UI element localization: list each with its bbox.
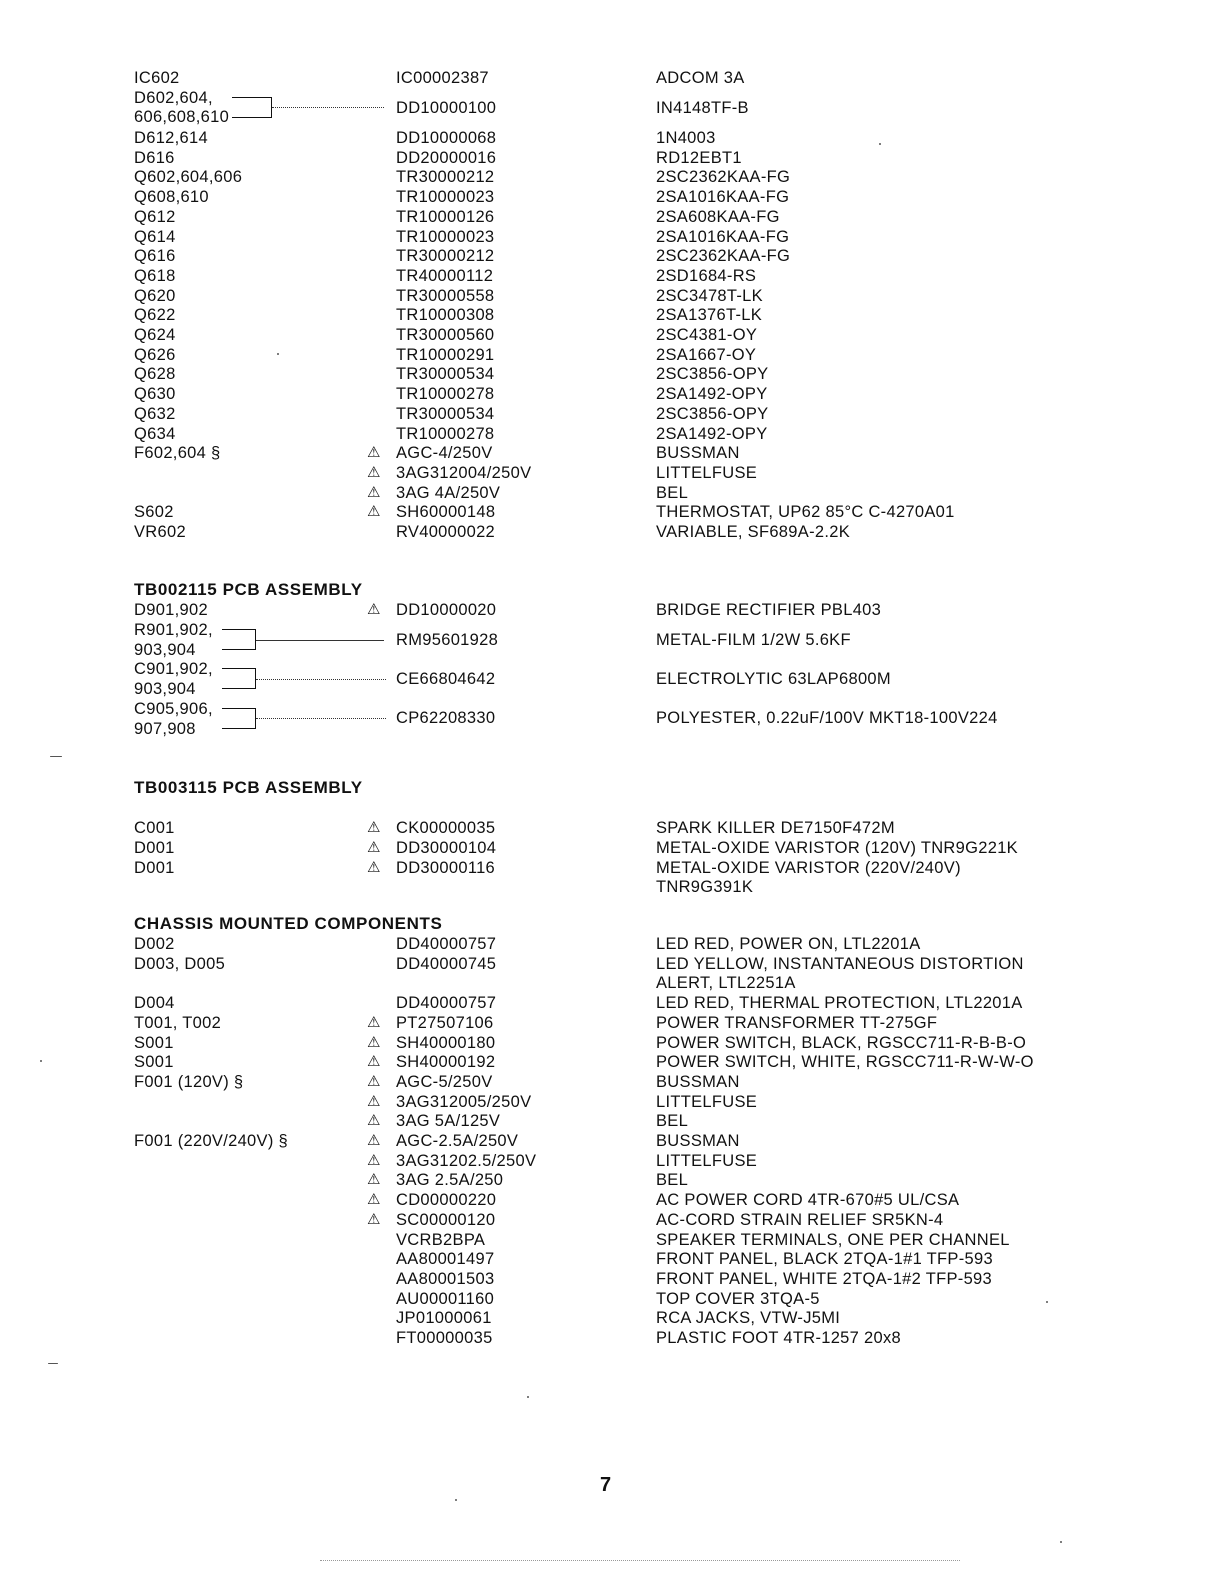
table-row: [0, 1013, 1224, 1033]
table-row: [0, 1170, 1224, 1190]
part-description: SPEAKER TERMINALS, ONE PER CHANNEL: [656, 1230, 1010, 1249]
reference-designator: D602,604,: [134, 89, 213, 107]
table-row: [0, 1151, 1224, 1171]
reference-designator: Q618: [134, 266, 176, 285]
part-description: BUSSMAN: [656, 1132, 740, 1150]
table-row: [0, 325, 1224, 345]
part-description: RCA JACKS, VTW-J5MI: [656, 1309, 841, 1328]
table-row: [0, 993, 1224, 1013]
reference-designator: D001: [134, 858, 175, 877]
table-row: [0, 1092, 1224, 1112]
warning-icon: ⚠: [367, 819, 381, 836]
table-row: [0, 266, 1224, 286]
scan-speck: [527, 1396, 529, 1398]
table-row: [0, 1230, 1224, 1250]
reference-designator: 907,908: [134, 720, 196, 738]
part-number: CE66804642: [396, 670, 496, 688]
table-row: [0, 1131, 1224, 1151]
table-row: [0, 1308, 1224, 1328]
reference-designator: Q614: [134, 227, 176, 246]
part-number: TR10000308: [396, 306, 495, 325]
part-number: AA80001503: [396, 1269, 495, 1288]
part-description: 2SA1492-OPY: [656, 385, 768, 404]
warning-icon: ⚠: [367, 483, 381, 501]
part-number: DD10000100: [396, 99, 497, 117]
part-number: TR30000212: [396, 168, 495, 187]
part-description: ADCOM 3A: [656, 69, 745, 87]
reference-designator: C905,906,: [134, 700, 213, 718]
reference-designator: F602,604 §: [134, 444, 221, 463]
part-number: RM95601928: [396, 631, 499, 649]
table-row: [0, 98, 1224, 118]
part-description: 2SA1492-OPY: [656, 424, 768, 443]
part-description: AC POWER CORD 4TR-670#5 UL/CSA: [656, 1191, 960, 1210]
scan-speck: [1060, 1541, 1062, 1543]
part-description: FRONT PANEL, BLACK 2TQA-1#1 TFP-593: [656, 1250, 993, 1269]
part-description: BUSSMAN: [656, 1072, 740, 1091]
reference-designator: Q616: [134, 247, 176, 266]
table-row: [0, 384, 1224, 404]
part-description: TNR9G391K: [656, 878, 754, 897]
table-row: [0, 148, 1224, 168]
reference-designator: S602: [134, 503, 174, 522]
part-number: CK00000035: [396, 819, 496, 837]
part-number: AU00001160: [396, 1289, 495, 1308]
reference-designator: Q602,604,606: [134, 168, 243, 187]
reference-designator: D004: [134, 994, 175, 1013]
part-description: 2SC3856-OPY: [656, 404, 769, 423]
reference-designator: Q620: [134, 286, 176, 305]
part-description: 2SC4381-OY: [656, 326, 758, 344]
reference-designator: C001: [134, 819, 175, 837]
warning-icon: ⚠: [367, 503, 381, 521]
part-description: 2SA1667-OY: [656, 345, 757, 364]
warning-icon: ⚠: [367, 1013, 381, 1031]
warning-icon: ⚠: [367, 444, 381, 462]
warning-icon: ⚠: [367, 601, 381, 618]
table-row: [0, 877, 1224, 897]
table-row: [0, 227, 1224, 247]
reference-designator: Q630: [134, 385, 176, 404]
part-number: SH40000180: [396, 1033, 496, 1052]
table-row: [0, 167, 1224, 187]
table-row: [0, 1289, 1224, 1309]
part-number: DD30000116: [396, 858, 496, 877]
part-number: TR30000212: [396, 247, 495, 266]
part-description: LITTELFUSE: [656, 1092, 758, 1111]
warning-icon: ⚠: [367, 1112, 381, 1130]
scan-speck: [879, 143, 881, 145]
part-description: BEL: [656, 483, 689, 502]
part-description: 2SC3478T-LK: [656, 286, 763, 305]
part-description: PLASTIC FOOT 4TR-1257 20x8: [656, 1329, 902, 1347]
warning-icon: ⚠: [367, 858, 381, 876]
part-description: ELECTROLYTIC 63LAP6800M: [656, 670, 891, 688]
part-description: POWER SWITCH, WHITE, RGSCC711-R-W-W-O: [656, 1053, 1034, 1072]
warning-icon: ⚠: [367, 1191, 381, 1209]
reference-designator: Q626: [134, 345, 176, 364]
part-number: DD40000757: [396, 994, 497, 1013]
reference-designator: Q634: [134, 424, 176, 443]
table-row: [0, 483, 1224, 503]
part-description: 2SA1376T-LK: [656, 306, 763, 325]
table-row: [0, 463, 1224, 483]
part-description: 2SC2362KAA-FG: [656, 168, 791, 187]
part-number: TR10000126: [396, 207, 495, 226]
reference-designator: D612,614: [134, 129, 208, 147]
reference-designator: Q632: [134, 404, 176, 423]
part-description: METAL-OXIDE VARISTOR (220V/240V): [656, 858, 961, 877]
table-row: [0, 1072, 1224, 1092]
part-description: 2SA1016KAA-FG: [656, 227, 790, 246]
part-description: BEL: [656, 1171, 689, 1190]
part-number: TR10000278: [396, 424, 495, 443]
reference-designator: Q628: [134, 365, 176, 384]
table-row: [0, 1269, 1224, 1289]
part-number: DD40000745: [396, 954, 497, 973]
table-row: [0, 128, 1224, 148]
reference-designator: D002: [134, 935, 175, 953]
part-number: DD40000757: [396, 935, 497, 953]
part-number: PT27507106: [396, 1013, 494, 1032]
reference-designator: F001 (220V/240V) §: [134, 1132, 288, 1150]
scan-speck: [50, 756, 62, 757]
part-number: CD00000220: [396, 1191, 497, 1210]
part-number: TR30000534: [396, 404, 495, 423]
reference-designator: R901,902,: [134, 621, 213, 639]
reference-designator: D901,902: [134, 601, 208, 619]
table-row: [0, 1210, 1224, 1230]
reference-designator: S001: [134, 1033, 174, 1052]
part-description: LED YELLOW, INSTANTANEOUS DISTORTION: [656, 954, 1024, 973]
part-number: 3AG 5A/125V: [396, 1112, 501, 1131]
table-row: [0, 207, 1224, 227]
part-description: 2SC2362KAA-FG: [656, 247, 791, 266]
part-description: VARIABLE, SF689A-2.2K: [656, 523, 851, 541]
table-row: [0, 246, 1224, 266]
table-row: [0, 1190, 1224, 1210]
reference-designator: Q624: [134, 326, 176, 344]
table-row: [0, 1249, 1224, 1269]
part-description: METAL-FILM 1/2W 5.6KF: [656, 631, 851, 649]
part-number: 3AG312004/250V: [396, 463, 532, 482]
table-row: [0, 818, 1224, 838]
scan-speck: [455, 1499, 457, 1501]
part-description: SPARK KILLER DE7150F472M: [656, 819, 895, 837]
table-row: [0, 443, 1224, 463]
reference-designator: S001: [134, 1053, 174, 1072]
part-number: VCRB2BPA: [396, 1230, 486, 1249]
table-row: [0, 187, 1224, 207]
part-description: TOP COVER 3TQA-5: [656, 1289, 820, 1308]
part-description: POWER SWITCH, BLACK, RGSCC711-R-B-B-O: [656, 1033, 1027, 1052]
warning-icon: ⚠: [367, 838, 381, 856]
table-row: [0, 1111, 1224, 1131]
table-row: [0, 954, 1224, 974]
part-description: LED RED, THERMAL PROTECTION, LTL2201A: [656, 994, 1023, 1013]
part-description: LITTELFUSE: [656, 463, 758, 482]
part-description: FRONT PANEL, WHITE 2TQA-1#2 TFP-593: [656, 1269, 992, 1288]
page-edge-rule: [320, 1560, 960, 1561]
part-description: METAL-OXIDE VARISTOR (120V) TNR9G221K: [656, 838, 1018, 857]
reference-designator: VR602: [134, 523, 186, 541]
table-row: [0, 345, 1224, 365]
part-number: DD10000020: [396, 601, 497, 619]
section-heading: CHASSIS MOUNTED COMPONENTS: [134, 914, 443, 933]
table-row: [0, 708, 1224, 728]
reference-designator: Q608,610: [134, 188, 209, 207]
scan-speck: [40, 1060, 42, 1062]
part-description: THERMOSTAT, UP62 85°C C-4270A01: [656, 503, 955, 522]
part-description: AC-CORD STRAIN RELIEF SR5KN-4: [656, 1210, 944, 1229]
part-description: 2SD1684-RS: [656, 266, 757, 285]
reference-designator: IC602: [134, 69, 180, 87]
part-description: LED RED, POWER ON, LTL2201A: [656, 935, 921, 953]
warning-icon: ⚠: [367, 1132, 381, 1149]
part-number: 3AG31202.5/250V: [396, 1151, 537, 1170]
warning-icon: ⚠: [367, 1151, 381, 1169]
section-heading: TB002115 PCB ASSEMBLY: [134, 580, 363, 599]
scan-speck: [277, 353, 279, 355]
reference-designator: D003, D005: [134, 954, 226, 973]
part-number: RV40000022: [396, 523, 496, 541]
part-number: AGC-5/250V: [396, 1072, 493, 1091]
part-number: SH40000192: [396, 1053, 496, 1072]
section-heading: TB003115 PCB ASSEMBLY: [134, 778, 363, 797]
part-description: POLYESTER, 0.22uF/100V MKT18-100V224: [656, 709, 998, 727]
part-description: 2SA608KAA-FG: [656, 207, 780, 226]
warning-icon: ⚠: [367, 1033, 381, 1051]
table-row: [0, 522, 1224, 542]
scan-speck: [1046, 1301, 1048, 1303]
table-row: [0, 1033, 1224, 1053]
part-number: DD20000016: [396, 148, 497, 167]
part-number: SC00000120: [396, 1210, 496, 1229]
warning-icon: ⚠: [367, 463, 381, 481]
table-row: [0, 600, 1224, 620]
table-row: [0, 858, 1224, 878]
table-row: [0, 669, 1224, 689]
table-row: [0, 305, 1224, 325]
table-row: [0, 286, 1224, 306]
part-number: 3AG312005/250V: [396, 1092, 532, 1111]
table-row: [0, 1328, 1224, 1348]
part-number: TR10000023: [396, 188, 495, 207]
reference-designator: C901,902,: [134, 660, 213, 678]
table-row: [0, 68, 1224, 88]
part-number: TR10000291: [396, 345, 495, 364]
part-number: JP01000061: [396, 1309, 492, 1328]
part-number: 3AG 2.5A/250: [396, 1171, 504, 1190]
reference-designator: D001: [134, 838, 175, 857]
warning-icon: ⚠: [367, 1210, 381, 1228]
part-number: DD30000104: [396, 838, 497, 857]
part-description: POWER TRANSFORMER TT-275GF: [656, 1013, 938, 1032]
part-number: AGC-2.5A/250V: [396, 1132, 519, 1150]
table-row: [0, 934, 1224, 954]
warning-icon: ⚠: [367, 1053, 381, 1071]
part-number: TR10000023: [396, 227, 495, 246]
reference-designator: Q622: [134, 306, 176, 325]
reference-designator: 903,904: [134, 641, 196, 659]
part-description: BUSSMAN: [656, 444, 740, 463]
page-number: 7: [600, 1474, 612, 1496]
part-number: FT00000035: [396, 1329, 493, 1347]
warning-icon: ⚠: [367, 1092, 381, 1110]
part-description: LITTELFUSE: [656, 1151, 758, 1170]
part-number: AA80001497: [396, 1250, 495, 1269]
reference-designator: 903,904: [134, 680, 196, 698]
part-description: IN4148TF-B: [656, 99, 749, 117]
table-row: [0, 502, 1224, 522]
scan-speck: [48, 1363, 58, 1364]
reference-designator: T001, T002: [134, 1013, 222, 1032]
part-number: DD10000068: [396, 129, 497, 147]
part-description: RD12EBT1: [656, 148, 742, 167]
part-description: BRIDGE RECTIFIER PBL403: [656, 601, 882, 619]
part-number: CP62208330: [396, 709, 496, 727]
part-number: SH60000148: [396, 503, 496, 522]
part-description: 2SC3856-OPY: [656, 365, 769, 384]
table-row: [0, 630, 1224, 650]
table-row: [0, 973, 1224, 993]
part-description: 1N4003: [656, 129, 716, 147]
part-number: TR30000534: [396, 365, 495, 384]
table-row: [0, 424, 1224, 444]
reference-designator: 606,608,610: [134, 108, 230, 126]
part-number: AGC-4/250V: [396, 444, 493, 463]
part-description: ALERT, LTL2251A: [656, 974, 796, 993]
table-row: [0, 404, 1224, 424]
warning-icon: ⚠: [367, 1072, 381, 1090]
part-description: 2SA1016KAA-FG: [656, 188, 790, 207]
warning-icon: ⚠: [367, 1171, 381, 1189]
table-row: [0, 1052, 1224, 1072]
reference-designator: Q612: [134, 207, 176, 226]
reference-designator: D616: [134, 148, 175, 167]
part-number: TR10000278: [396, 385, 495, 404]
table-row: [0, 364, 1224, 384]
part-number: TR30000560: [396, 326, 495, 344]
part-number: TR40000112: [396, 266, 494, 285]
part-description: BEL: [656, 1112, 689, 1131]
part-number: TR30000558: [396, 286, 495, 305]
part-number: 3AG 4A/250V: [396, 483, 501, 502]
reference-designator: F001 (120V) §: [134, 1072, 244, 1091]
part-number: IC00002387: [396, 69, 489, 87]
table-row: [0, 838, 1224, 858]
